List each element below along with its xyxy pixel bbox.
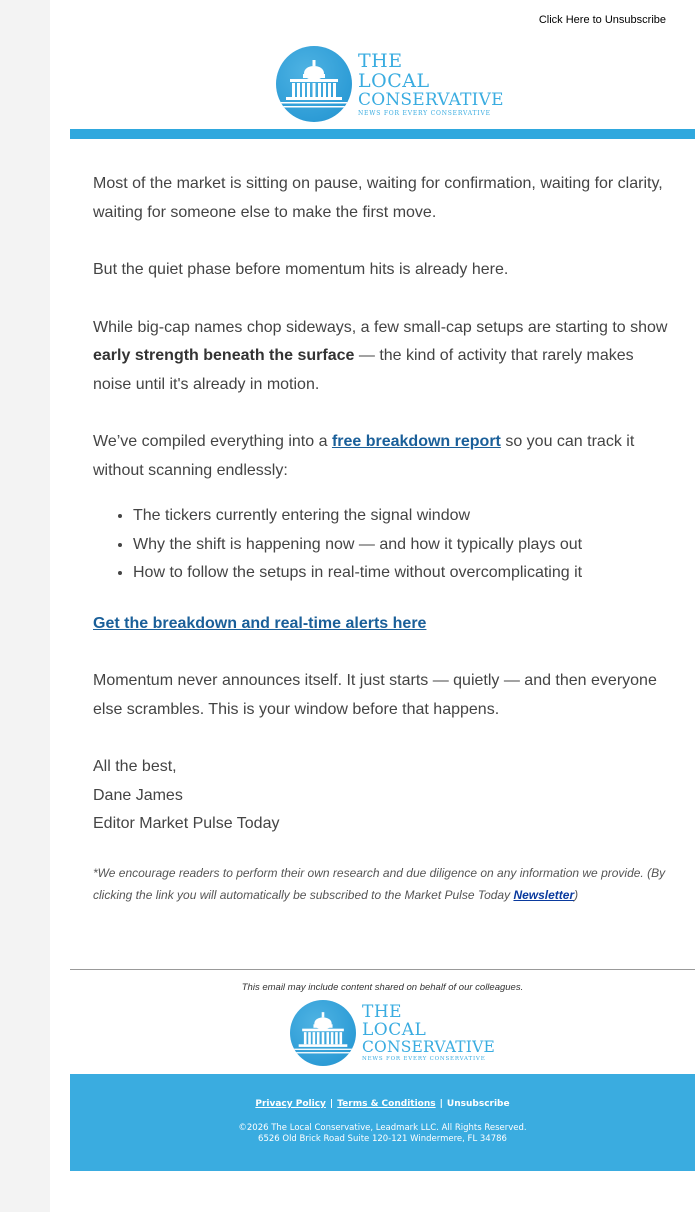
paragraph-4-text: We’ve compiled everything into a (93, 433, 332, 450)
unsubscribe-link-top[interactable]: Click Here to Unsubscribe (538, 14, 666, 26)
footer-copyright (70, 1123, 695, 1145)
terms-conditions-link[interactable]: Terms & Conditions (337, 1099, 436, 1109)
paragraph-1: Most of the market is sitting on pause, waiting for confirmation, waiting for clarity, waiting for someone else to make the first move. (93, 175, 663, 221)
logo-line-1: THE (358, 49, 403, 72)
logo-line-2: LOCAL (358, 69, 430, 92)
paragraph-3-text-after: — the kind of activity that rarely makes noise until it's already in motion. (93, 347, 634, 393)
list-item: • How to follow the setups in real-time without overcomplicating it (133, 559, 673, 588)
signature (93, 753, 673, 839)
left-gutter (0, 0, 50, 1212)
logo-wordmark (358, 49, 504, 117)
paragraph-3 (93, 314, 673, 400)
emphasis-text: early strength beneath the surface (93, 347, 355, 364)
logo-line-1: THE (362, 1001, 403, 1022)
disclaimer (93, 862, 673, 906)
signoff: All the best, (93, 758, 177, 775)
logo-line-3: CONSERVATIVE (362, 1037, 496, 1056)
privacy-policy-link[interactable]: Privacy Policy (255, 1099, 326, 1109)
logo-footer (290, 1000, 495, 1066)
link-separator: | (439, 1099, 443, 1109)
paragraph-5: Momentum never announces itself. It just starts — quietly — and then everyone else scrambles. This is your window before that happens. (93, 672, 657, 718)
address-text: 6526 Old Brick Road Suite 120-121 Windermere, FL 34786 (258, 1134, 507, 1144)
list-item: • The tickers currently entering the signal window (133, 502, 673, 531)
benefits-list (93, 502, 673, 588)
author-title: Editor Market Pulse Today (93, 815, 280, 832)
email-body (93, 170, 673, 839)
logo-wordmark (362, 1001, 496, 1063)
logo-line-3: CONSERVATIVE (358, 89, 504, 110)
colleagues-note: This email may include content shared on behalf of our colleagues. (241, 982, 524, 993)
logo-line-2: LOCAL (362, 1019, 427, 1040)
footer-band (70, 1074, 695, 1171)
email-container (50, 0, 700, 1212)
paragraph-4-text-after: so you can track it without scanning endlessly: (93, 433, 635, 479)
free-breakdown-report-link[interactable]: free breakdown report (331, 433, 501, 450)
link-separator: | (329, 1099, 334, 1109)
paragraph-4 (93, 428, 673, 485)
paragraph-3-text: While big-cap names chop sideways, a few small-cap setups are starting to show (93, 318, 668, 336)
list-item: • Why the shift is happening now — and how it typically plays out (133, 531, 673, 560)
newsletter-link[interactable]: Newsletter (513, 888, 575, 902)
logo-tagline: NEWS FOR EVERY CONSERVATIVE (358, 109, 491, 117)
disclaimer-text: *We encourage readers to perform their own research and due diligence on any information we provide. (By clicking the link you will automatically be subscribed to the Market Pulse Today (93, 866, 666, 902)
unsubscribe-link-footer[interactable]: Unsubscribe (446, 1099, 510, 1109)
capitol-building-icon (276, 46, 352, 122)
logo-tagline: NEWS FOR EVERY CONSERVATIVE (362, 1056, 486, 1062)
footer-divider (70, 969, 695, 970)
author-name: Dane James (93, 786, 183, 804)
footer-links (70, 1099, 695, 1109)
copyright-text: ©2026 The Local Conservative, Leadmark LLC. All Rights Reserved. (238, 1123, 527, 1133)
header-divider-bar (70, 129, 695, 139)
paragraph-2: But the quiet phase before momentum hits is already here. (93, 261, 509, 278)
logo-header (276, 46, 504, 122)
get-breakdown-cta-link[interactable]: Get the breakdown and real-time alerts here (93, 614, 427, 632)
disclaimer-text-after: ) (574, 888, 579, 902)
capitol-building-icon (290, 1000, 356, 1066)
